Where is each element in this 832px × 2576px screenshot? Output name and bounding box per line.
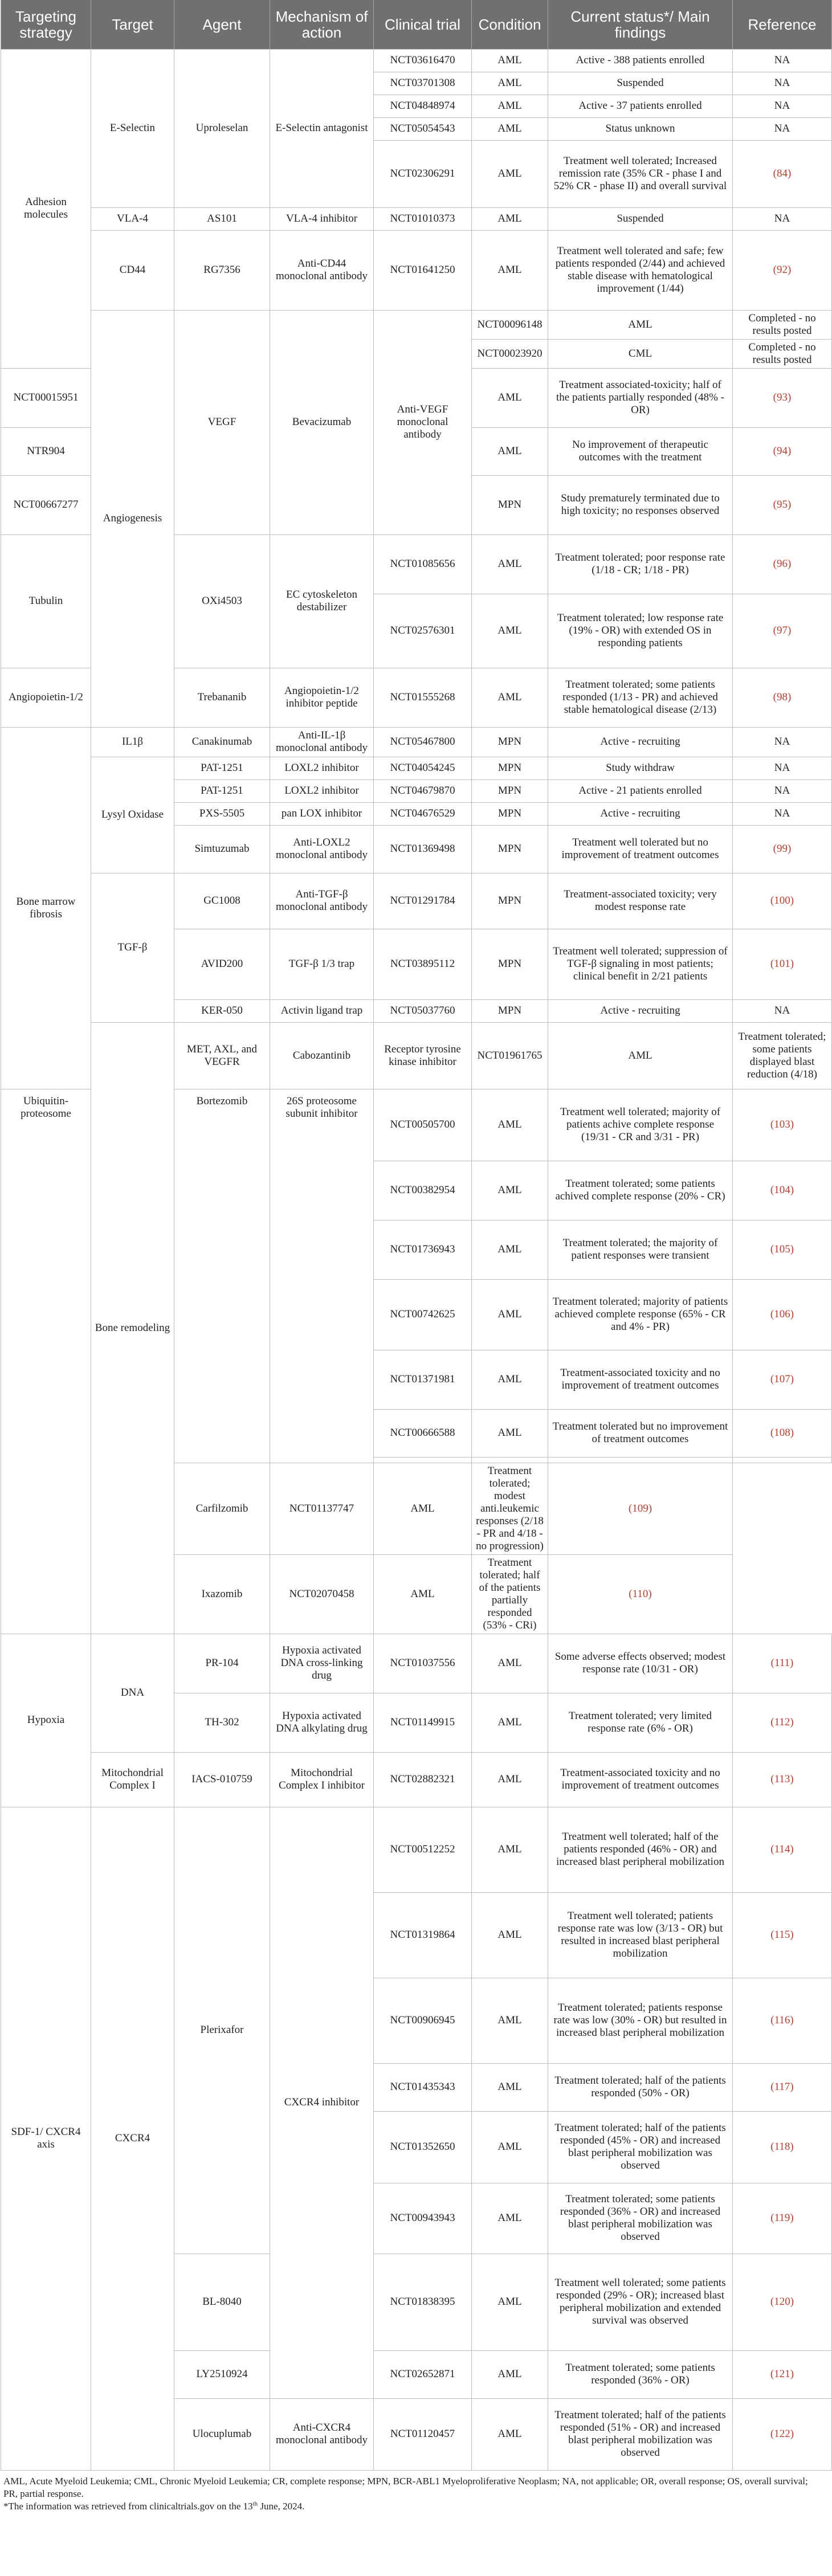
table-cell: No improvement of therapeutic outcomes with the treatment <box>548 427 733 475</box>
table-cell: OXi4503 <box>174 534 270 668</box>
table-cell: TGF-β <box>91 873 174 1022</box>
table-cell: Angiopoietin-1/2 inhibitor peptide <box>270 668 374 727</box>
table-cell: Anti-CXCR4 monoclonal antibody <box>270 2398 374 2470</box>
table-cell: NCT03616470 <box>374 49 472 72</box>
table-cell: Active - 37 patients enrolled <box>548 95 733 117</box>
reference-cell: (111) <box>733 1634 832 1693</box>
reference-cell: (104) <box>733 1161 832 1220</box>
table-cell: NCT01319864 <box>374 1892 472 1978</box>
table-cell: NA <box>733 999 832 1022</box>
table-cell: Active - 21 patients enrolled <box>548 779 733 802</box>
table-body <box>1 49 832 2470</box>
reference-cell: (116) <box>733 1978 832 2063</box>
table-cell: Treatment tolerated but no improvement of treatment outcomes <box>548 1409 733 1457</box>
retrieval-date: June, 2024. <box>258 2500 305 2512</box>
table-cell: PR-104 <box>174 1634 270 1693</box>
table-cell: AML <box>472 427 548 475</box>
reference-cell: (118) <box>733 2111 832 2183</box>
table-cell: AML <box>472 2254 548 2350</box>
table-row <box>1 207 832 230</box>
table-cell: BL-8040 <box>174 2254 270 2350</box>
table-cell: Cabozantinib <box>270 1022 374 1089</box>
table-cell: Trebananib <box>174 668 270 727</box>
table-cell <box>733 1457 832 1463</box>
table-cell: Treatment tolerated; modest anti.leukemic responses (2/18 - PR and 4/18 - no progression) <box>472 1463 548 1554</box>
table-cell: AML <box>548 310 733 339</box>
table-cell: AML <box>548 1022 733 1089</box>
table-cell: Ubiquitin-proteosome <box>1 1089 91 1634</box>
table-cell: NCT00943943 <box>374 2183 472 2254</box>
reference-cell: (100) <box>733 873 832 929</box>
abbreviations-footnote: AML, Acute Myeloid Leukemia; CML, Chronic Myeloid Leukemia; CR, complete response; MPN, BCR-ABL1 Myeloproliferative Neoplasm; NA, not applicable; OR, overall response; OS, overall survival; PR, partial response. <box>3 2475 808 2499</box>
clinical-trials-table <box>1 0 832 2471</box>
table-cell: 26S proteosome subunit inhibitor <box>270 1089 374 1463</box>
table-cell: Bone remodeling <box>91 1022 174 1634</box>
table-row <box>1 1807 832 1892</box>
table-cell: NCT01137747 <box>270 1463 374 1554</box>
table-cell: PAT-1251 <box>174 757 270 779</box>
table-cell: PXS-5505 <box>174 802 270 825</box>
table-cell: Treatment well tolerated; majority of patients achive complete response (19/31 - CR and 3/31 - PR) <box>548 1089 733 1161</box>
table-cell: Angiopoietin-1/2 <box>1 668 91 727</box>
table-cell: NCT00096148 <box>472 310 548 339</box>
table-cell: Suspended <box>548 72 733 95</box>
reference-cell: (94) <box>733 427 832 475</box>
table-row <box>1 873 832 929</box>
table-cell: Treatment tolerated; half of the patients responded (45% - OR) and increased blast peripheral mobilization was observed <box>548 2111 733 2183</box>
table-cell: NCT04679870 <box>374 779 472 802</box>
table-cell: Completed - no results posted <box>733 339 832 368</box>
table-row <box>1 49 832 72</box>
column-header: Agent <box>174 0 270 49</box>
table-cell: E-Selectin <box>91 49 174 207</box>
table-cell: NCT01736943 <box>374 1220 472 1279</box>
table-cell: NCT03701308 <box>374 72 472 95</box>
table-cell: NTR904 <box>1 427 91 475</box>
ordinal-suffix: th <box>252 2500 258 2507</box>
table-cell: Treatment-associated toxicity and no improvement of treatment outcomes <box>548 1350 733 1409</box>
table-cell: NCT01371981 <box>374 1350 472 1409</box>
table-cell: NCT05037760 <box>374 999 472 1022</box>
column-header: Clinical trial <box>374 0 472 49</box>
table-cell: NCT00505700 <box>374 1089 472 1161</box>
table-cell: NA <box>733 207 832 230</box>
table-cell: Anti-TGF-β monoclonal antibody <box>270 873 374 929</box>
table-cell: Treatment tolerated; very limited response rate (6% - OR) <box>548 1693 733 1752</box>
table-cell: MPN <box>472 873 548 929</box>
table-cell: LOXL2 inhibitor <box>270 757 374 779</box>
table-cell: Treatment tolerated; low response rate (19% - OR) with extended OS in responding patients <box>548 594 733 668</box>
table-cell: TH-302 <box>174 1693 270 1752</box>
table-cell: NA <box>733 117 832 140</box>
table-cell: Treatment well tolerated but no improvement of treatment outcomes <box>548 825 733 873</box>
table-cell: MPN <box>472 757 548 779</box>
table-cell: NCT02576301 <box>374 594 472 668</box>
table-cell: AML <box>472 1807 548 1892</box>
table-cell: AML <box>374 1463 472 1554</box>
table-cell: PAT-1251 <box>174 779 270 802</box>
table-cell: AML <box>472 1892 548 1978</box>
table-cell: AS101 <box>174 207 270 230</box>
table-cell: Bone marrow fibrosis <box>1 727 91 1089</box>
table-cell: NA <box>733 727 832 757</box>
column-header: Reference <box>733 0 832 49</box>
column-header: Mechanism of action <box>270 0 374 49</box>
table-cell: MPN <box>472 825 548 873</box>
table-cell: NCT00512252 <box>374 1807 472 1892</box>
table-cell: Treatment tolerated; half of the patients partially responded (53% - CRi) <box>472 1554 548 1634</box>
table-cell: Treatment well tolerated; half of the patients responded (46% - OR) and increased blast peripheral mobilization <box>548 1807 733 1892</box>
table-cell: Bortezomib <box>174 1089 270 1463</box>
table-cell: Simtuzumab <box>174 825 270 873</box>
table-row <box>1 757 832 779</box>
table-cell: Hypoxia activated DNA cross-linking drug <box>270 1634 374 1693</box>
table-cell <box>548 1457 733 1463</box>
table-cell: NCT05467800 <box>374 727 472 757</box>
reference-cell: (97) <box>733 594 832 668</box>
table-cell: Treatment-associated toxicity; very modest response rate <box>548 873 733 929</box>
table-cell: Treatment tolerated; the majority of patient responses were transient <box>548 1220 733 1279</box>
table-cell <box>374 1457 472 1463</box>
table-cell: NCT02306291 <box>374 140 472 207</box>
table-cell: NCT02882321 <box>374 1752 472 1807</box>
table-cell: AML <box>472 668 548 727</box>
table-cell: NCT01085656 <box>374 534 472 594</box>
table-cell: AML <box>472 368 548 427</box>
table-cell: Angiogenesis <box>91 310 174 727</box>
table-cell: NCT01435343 <box>374 2063 472 2111</box>
table-cell: NCT00023920 <box>472 339 548 368</box>
table-cell: NCT01352650 <box>374 2111 472 2183</box>
reference-cell: (119) <box>733 2183 832 2254</box>
table-cell: Treatment tolerated; majority of patients achieved complete response (65% - CR and 4% - PR) <box>548 1279 733 1350</box>
table-cell: LY2510924 <box>174 2350 270 2398</box>
table-cell: NCT01555268 <box>374 668 472 727</box>
table-cell: NCT04848974 <box>374 95 472 117</box>
table-cell: Anti-VEGF monoclonal antibody <box>374 310 472 534</box>
table-cell: Treatment tolerated; some patients responded (36% - OR) <box>548 2350 733 2398</box>
reference-cell: (103) <box>733 1089 832 1161</box>
retrieval-text: *The information was retrieved from clinicaltrials.gov on the 13 <box>3 2500 253 2512</box>
table-cell: IACS-010759 <box>174 1752 270 1807</box>
table-cell: Lysyl Oxidase <box>91 757 174 873</box>
reference-cell: (92) <box>733 230 832 310</box>
table-cell: AML <box>374 1554 472 1634</box>
table-cell: Treatment well tolerated; some patients responded (29% - OR); increased blast peripheral mobilization and extended survival was observed <box>548 2254 733 2350</box>
table-footnotes <box>0 2471 827 2513</box>
table-cell: E-Selectin antagonist <box>270 49 374 207</box>
retrieval-footnote <box>3 2500 824 2513</box>
table-cell: NCT04054245 <box>374 757 472 779</box>
table-cell: Bevacizumab <box>270 310 374 534</box>
table-cell: Plerixafor <box>174 1807 270 2254</box>
column-header: Current status*/ Main findings <box>548 0 733 49</box>
table-cell: MPN <box>472 727 548 757</box>
table-cell: MPN <box>472 779 548 802</box>
table-cell: Treatment tolerated; half of the patients responded (51% - OR) and increased blast peripheral mobilization was observed <box>548 2398 733 2470</box>
table-cell: Active - recruiting <box>548 999 733 1022</box>
table-cell: Active - recruiting <box>548 727 733 757</box>
table-cell: AML <box>472 1161 548 1220</box>
reference-cell: (96) <box>733 534 832 594</box>
table-cell: Treatment well tolerated; patients response rate was low (3/13 - OR) but resulted in increased blast peripheral mobilization <box>548 1892 733 1978</box>
table-cell: AML <box>472 2063 548 2111</box>
table-cell: AML <box>472 2183 548 2254</box>
table-cell: Treatment tolerated; patients response rate was low (30% - OR) but resulted in increased blast peripheral mobilization <box>548 1978 733 2063</box>
table-cell <box>472 1457 548 1463</box>
table-cell: NCT02070458 <box>270 1554 374 1634</box>
reference-cell: (109) <box>548 1463 733 1554</box>
table-cell: AML <box>472 1279 548 1350</box>
table-cell: NA <box>733 72 832 95</box>
table-cell: GC1008 <box>174 873 270 929</box>
reference-cell: (99) <box>733 825 832 873</box>
table-cell: NA <box>733 49 832 72</box>
table-cell: AML <box>472 1409 548 1457</box>
table-cell: CML <box>548 339 733 368</box>
table-cell: Anti-LOXL2 monoclonal antibody <box>270 825 374 873</box>
table-cell: AML <box>472 534 548 594</box>
table-cell: Anti-IL-1β monoclonal antibody <box>270 727 374 757</box>
table-cell: AML <box>472 2111 548 2183</box>
reference-cell: (106) <box>733 1279 832 1350</box>
table-cell: RG7356 <box>174 230 270 310</box>
table-cell: KER-050 <box>174 999 270 1022</box>
table-cell: VEGF <box>174 310 270 534</box>
reference-cell: (120) <box>733 2254 832 2350</box>
table-cell: NA <box>733 802 832 825</box>
table-cell: MPN <box>472 929 548 999</box>
table-cell: AML <box>472 95 548 117</box>
table-cell: NCT02652871 <box>374 2350 472 2398</box>
table-cell: Active - recruiting <box>548 802 733 825</box>
reference-cell: (122) <box>733 2398 832 2470</box>
table-cell: AML <box>472 230 548 310</box>
table-cell: NCT05054543 <box>374 117 472 140</box>
table-cell: AML <box>472 49 548 72</box>
table-cell: NCT01120457 <box>374 2398 472 2470</box>
table-cell: Status unknown <box>548 117 733 140</box>
reference-cell: (115) <box>733 1892 832 1978</box>
table-cell: NA <box>733 779 832 802</box>
table-cell: Treatment well tolerated; suppression of TGF-β signaling in most patients; clinical benefit in 2/21 patients <box>548 929 733 999</box>
table-cell: Mitochondrial Complex I inhibitor <box>270 1752 374 1807</box>
table-cell: Active - 388 patients enrolled <box>548 49 733 72</box>
table-cell: CXCR4 <box>91 1807 174 2470</box>
table-cell: Activin ligand trap <box>270 999 374 1022</box>
reference-cell: (110) <box>548 1554 733 1634</box>
reference-cell: (117) <box>733 2063 832 2111</box>
header-row <box>1 0 832 49</box>
table-cell: Adhesion molecules <box>1 49 91 368</box>
table-cell: AML <box>472 1089 548 1161</box>
table-cell: Ixazomib <box>174 1554 270 1634</box>
table-cell: AML <box>472 1634 548 1693</box>
table-cell: Treatment associated-toxicity; half of the patients partially responded (48% - OR) <box>548 368 733 427</box>
table-cell: DNA <box>91 1634 174 1752</box>
table-cell: Uproleselan <box>174 49 270 207</box>
table-cell: Treatment-associated toxicity and no improvement of treatment outcomes <box>548 1752 733 1807</box>
table-cell: Study withdraw <box>548 757 733 779</box>
table-cell: Carfilzomib <box>174 1463 270 1554</box>
table-cell: NCT01641250 <box>374 230 472 310</box>
table-cell: Treatment well tolerated and safe; few patients responded (2/44) and achieved stable disease with hematological improvement (1/44) <box>548 230 733 310</box>
table-cell: NCT00742625 <box>374 1279 472 1350</box>
column-header: Target <box>91 0 174 49</box>
table-cell: NCT01961765 <box>472 1022 548 1089</box>
table-cell: Treatment tolerated; some patients responded (36% - OR) and increased blast peripheral mobilization was observed <box>548 2183 733 2254</box>
table-cell: AML <box>472 594 548 668</box>
table-cell: NCT01037556 <box>374 1634 472 1693</box>
table-row <box>1 230 832 310</box>
table-cell: NCT04676529 <box>374 802 472 825</box>
table-cell: NCT00666588 <box>374 1409 472 1457</box>
table-cell: Canakinumab <box>174 727 270 757</box>
table-cell: AML <box>472 1350 548 1409</box>
table-cell: NCT01291784 <box>374 873 472 929</box>
table-cell: NCT01149915 <box>374 1693 472 1752</box>
table-cell: NCT00382954 <box>374 1161 472 1220</box>
reference-cell: (105) <box>733 1220 832 1279</box>
table-cell: AVID200 <box>174 929 270 999</box>
table-cell: AML <box>472 117 548 140</box>
table-row <box>1 727 832 757</box>
table-cell: MPN <box>472 999 548 1022</box>
reference-cell: (95) <box>733 475 832 534</box>
table-cell: NCT00667277 <box>1 475 91 534</box>
table-cell: AML <box>472 1220 548 1279</box>
table-cell: VLA-4 <box>91 207 174 230</box>
table-cell: AML <box>472 2350 548 2398</box>
table-cell: Some adverse effects observed; modest response rate (10/31 - OR) <box>548 1634 733 1693</box>
table-cell: NA <box>733 95 832 117</box>
table-cell: Mitochondrial Complex I <box>91 1752 174 1807</box>
table-cell: Ulocuplumab <box>174 2398 270 2470</box>
table-header <box>1 0 832 49</box>
table-cell: Treatment tolerated; poor response rate (1/18 - CR; 1/18 - PR) <box>548 534 733 594</box>
table-cell: Tubulin <box>1 534 91 668</box>
reference-cell: (107) <box>733 1350 832 1409</box>
table-cell: Hypoxia activated DNA alkylating drug <box>270 1693 374 1752</box>
table-cell: CD44 <box>91 230 174 310</box>
table-cell: pan LOX inhibitor <box>270 802 374 825</box>
table-cell: Hypoxia <box>1 1634 91 1807</box>
reference-cell: (113) <box>733 1752 832 1807</box>
table-cell: Receptor tyrosine kinase inhibitor <box>374 1022 472 1089</box>
table-cell: Treatment tolerated; some patients responded (1/13 - PR) and achieved stable hematological disease (2/13) <box>548 668 733 727</box>
table-cell: Treatment well tolerated; Increased remission rate (35% CR - phase I and 52% CR - phase II) and overall survival <box>548 140 733 207</box>
table-cell: NCT01369498 <box>374 825 472 873</box>
table-cell: Treatment tolerated; some patients displayed blast reduction (4/18) <box>733 1022 832 1089</box>
reference-cell: (101) <box>733 929 832 999</box>
reference-cell: (98) <box>733 668 832 727</box>
table-cell: AML <box>472 72 548 95</box>
table-cell: NCT01010373 <box>374 207 472 230</box>
table-cell: AML <box>472 140 548 207</box>
table-cell: IL1β <box>91 727 174 757</box>
table-cell: CXCR4 inhibitor <box>270 1807 374 2398</box>
table-cell: VLA-4 inhibitor <box>270 207 374 230</box>
table-cell: SDF-1/ CXCR4 axis <box>1 1807 91 2470</box>
table-cell: AML <box>472 207 548 230</box>
table-cell: Treatment tolerated; half of the patients responded (50% - OR) <box>548 2063 733 2111</box>
table-cell: Study prematurely terminated due to high toxicity; no responses observed <box>548 475 733 534</box>
reference-cell: (112) <box>733 1693 832 1752</box>
table-cell: NCT03895112 <box>374 929 472 999</box>
table-cell: Anti-CD44 monoclonal antibody <box>270 230 374 310</box>
table-cell: Suspended <box>548 207 733 230</box>
column-header: Targeting strategy <box>1 0 91 49</box>
table-row <box>1 1022 832 1089</box>
reference-cell: (108) <box>733 1409 832 1457</box>
table-cell: AML <box>472 1693 548 1752</box>
column-header: Condition <box>472 0 548 49</box>
table-cell: Completed - no results posted <box>733 310 832 339</box>
reference-cell: (121) <box>733 2350 832 2398</box>
table-row <box>1 1634 832 1693</box>
table-cell: Treatment tolerated; some patients achived complete response (20% - CR) <box>548 1161 733 1220</box>
reference-cell: (114) <box>733 1807 832 1892</box>
table-cell: AML <box>472 2398 548 2470</box>
table-row <box>1 310 832 339</box>
table-cell: NCT00015951 <box>1 368 91 427</box>
table-cell: AML <box>472 1978 548 2063</box>
reference-cell: (84) <box>733 140 832 207</box>
table-row <box>1 1752 832 1807</box>
table-cell: NA <box>733 757 832 779</box>
table-cell: NCT00906945 <box>374 1978 472 2063</box>
table-cell: NCT01838395 <box>374 2254 472 2350</box>
reference-cell: (93) <box>733 368 832 427</box>
table-cell: TGF-β 1/3 trap <box>270 929 374 999</box>
table-cell: MPN <box>472 802 548 825</box>
table-cell: MPN <box>472 475 548 534</box>
table-cell: EC cytoskeleton destabilizer <box>270 534 374 668</box>
table-cell: LOXL2 inhibitor <box>270 779 374 802</box>
table-cell: AML <box>472 1752 548 1807</box>
table-cell: MET, AXL, and VEGFR <box>174 1022 270 1089</box>
